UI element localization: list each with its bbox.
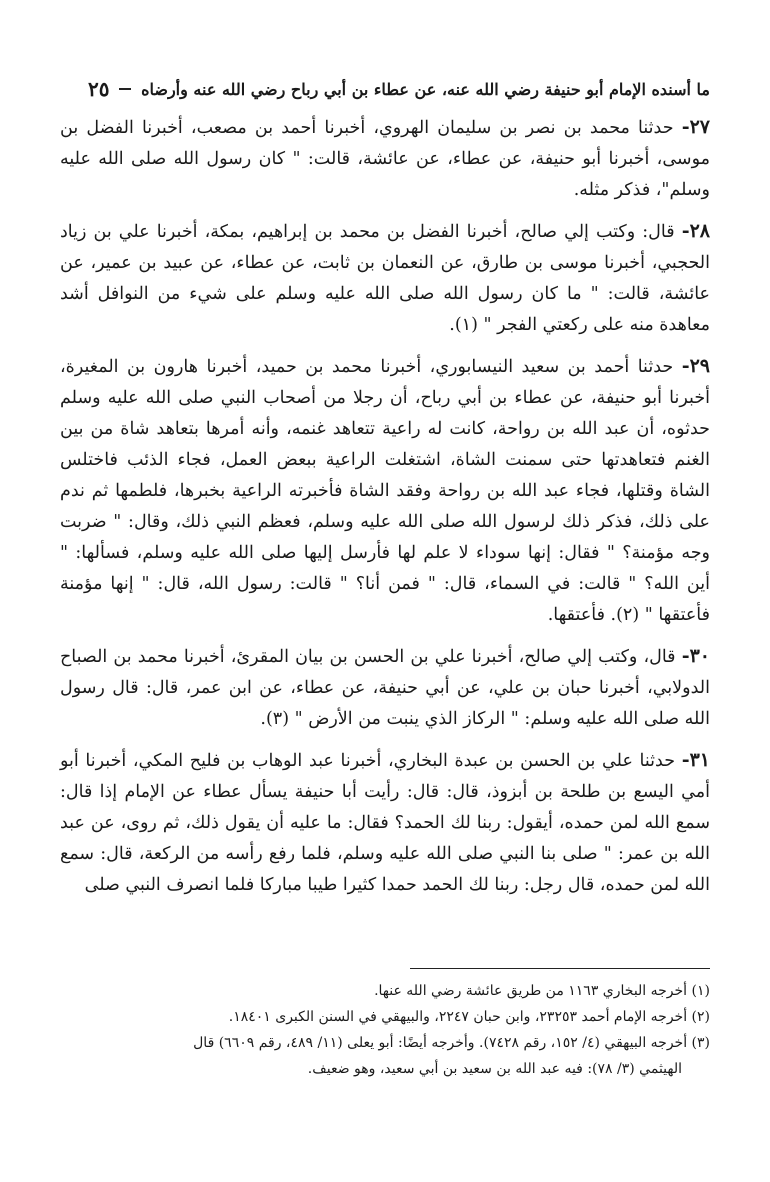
footnote-1: (١) أخرجه البخاري ١١٦٣ من طريق عائشة رضي الله عنها. [374, 983, 710, 999]
footnotes [60, 978, 710, 1082]
hadith-number: ٢٨- [681, 220, 710, 242]
running-header [88, 72, 710, 106]
hadith-paragraph-29 [60, 351, 710, 631]
hadith-text: قال، وكتب إلي صالح، أخبرنا علي بن الحسن بن بيان المقرئ، أخبرنا محمد بن الصباح الدولابي، أخبرنا حبان بن علي، عن أبي حنيفة، عن عطاء، عن ابن عمر، قال: قال رسول الله صلى الله عليه وسلم: " الركاز الذي ينبت من الأرض " (٣). [60, 647, 710, 729]
hadith-text: قال: وكتب إلي صالح، أخبرنا الفضل بن محمد بن إبراهيم، بمكة، أخبرنا علي بن زياد الحجبي، أخبرنا موسى بن طارق، عن النعمان بن ثابت، عن عطاء، عن عبيد بن عمير، عن عائشة، قالت: " ما كان رسول الله صلى الله عليه وسلم على شيء من النوافل أشد معاهدة منه على ركعتي الفجر " (١). [60, 222, 710, 335]
hadith-number: ٢٧- [681, 116, 710, 138]
header-rule [119, 88, 131, 90]
hadith-text: حدثنا أحمد بن سعيد النيسابوري، أخبرنا محمد بن حميد، أخبرنا هارون بن المغيرة، أخبرنا أبو حنيفة، عن عطاء بن أبي رباح، أن رجلا من أصحاب النبي صلى الله عليه وسلم حدثوه، أن عبد الله بن رواحة، كانت له راعية تتعاهد غنمه، وأنه أمرها بتعاهد شاة من بين الغنم فتعاهدتها حتى سمنت الشاة، اشتغلت الراعية ببعض العمل، فجاء الذئب فاختلس الشاة وقتلها، فجاء عبد الله بن رواحة وفقد الشاة فأخبرته الراعية بخبرها، فلطمها ثم ندم على ذلك، فذكر ذلك لرسول الله صلى الله عليه وسلم، فعظم النبي ذلك، وقال: " ضربت وجه مؤمنة؟ " فقال: إنها سوداء لا علم لها فأرسل إليها صلى الله عليه وسلم، فسألها: " أين الله؟ " قالت: في السماء، قال: " فمن أنا؟ " قالت: رسول الله، قال: " إنها مؤمنة فأعتقها " (٢). فأعتقها. [60, 357, 710, 625]
hadith-text: حدثنا محمد بن نصر بن سليمان الهروي، أخبرنا أحمد بن مصعب، أخبرنا الفضل بن موسى، أخبرنا أبو حنيفة، عن عطاء، عن عائشة، قالت: " كان رسول الله صلى الله عليه وسلم"، فذكر مثله. [60, 118, 710, 200]
hadith-paragraph-30 [60, 641, 710, 735]
main-text [60, 112, 710, 911]
footnote-separator [410, 968, 710, 969]
header-title: ما أسنده الإمام أبو حنيفة رضي الله عنه، عن عطاء بن أبي رباح رضي الله عنه وأرضاه [141, 79, 710, 99]
hadith-paragraph-31 [60, 745, 710, 901]
hadith-paragraph-28 [60, 216, 710, 341]
footnote-2: (٢) أخرجه الإمام أحمد ٢٣٢٥٣، وابن حبان ٢٢٤٧، والبيهقي في السنن الكبرى ١٨٤٠١. [228, 1009, 710, 1025]
footnote-3: (٣) أخرجه البيهقي (٤/ ١٥٢، رقم ٧٤٢٨). وأخرجه أيضًا: أبو يعلى (١١/ ٤٨٩، رقم ٦٦٠٩) قال [193, 1035, 710, 1051]
hadith-number: ٢٩- [681, 355, 710, 377]
hadith-paragraph-27 [60, 112, 710, 206]
hadith-number: ٣٠- [681, 645, 710, 667]
hadith-text: حدثنا علي بن الحسن بن عبدة البخاري، أخبرنا عبد الوهاب بن فليح المكي، أخبرنا أبو أمي اليسع بن طلحة بن أبزوذ، قال: قال: رأيت أبا حنيفة يسأل عطاء عن الإمام إذا قال: سمع الله لمن حمده، أيقول: ربنا لك الحمد؟ فقال: ما عليه أن يقول ذلك، ثم روى، عن عبد الله بن عمر: " صلى بنا النبي صلى الله عليه وسلم، فلما رفع رأسه من الركعة، قال: سمع الله لمن حمده، قال رجل: ربنا لك الحمد حمدا كثيرا طيبا مباركا فلما انصرف النبي صلى [60, 751, 710, 895]
footnote-3-continuation: الهيثمي (٣/ ٧٨): فيه عبد الله بن سعيد بن أبي سعيد، وهو ضعيف. [307, 1061, 682, 1077]
hadith-number: ٣١- [681, 749, 710, 771]
page-number: ٢٥ [88, 77, 110, 101]
